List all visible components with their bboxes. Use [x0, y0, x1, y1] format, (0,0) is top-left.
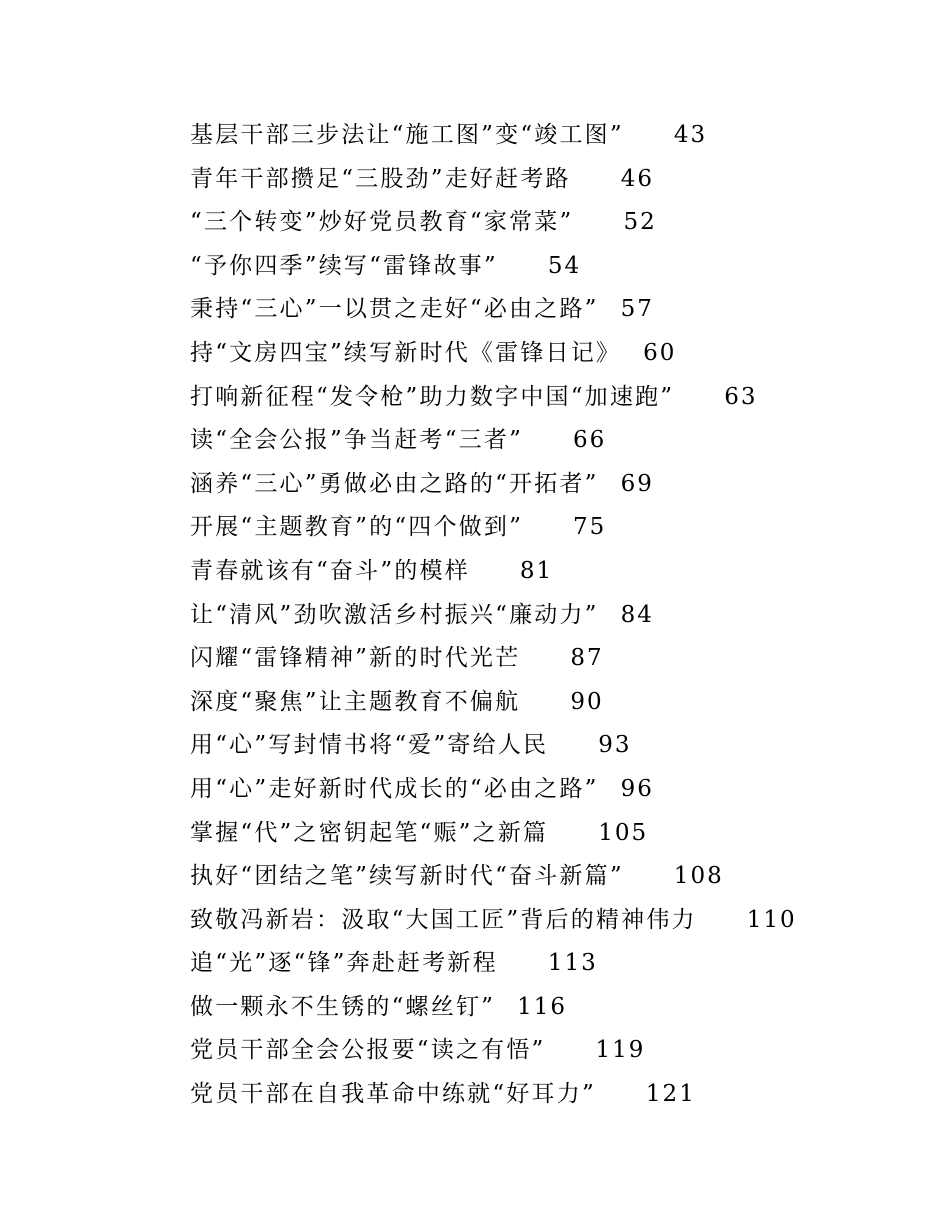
toc-entry — [190, 812, 870, 856]
toc-entry-title: 基层干部三步法让“施工图”变“竣工图” — [190, 122, 624, 148]
toc-entry-page: 66 — [573, 427, 607, 454]
toc-entry — [190, 768, 870, 812]
toc-entry-title: 青年干部攒足“三股劲”走好赶考路 — [190, 165, 571, 192]
toc-entry-title: 追“光”逐“锋”奔赴赶考新程 — [190, 950, 498, 977]
toc-entry-title: “予你四季”续写“雷锋故事” — [190, 252, 498, 279]
toc-entry — [190, 899, 870, 943]
toc-entry-page: 108 — [673, 863, 724, 890]
toc-entry-page: 57 — [620, 296, 654, 323]
table-of-contents — [190, 114, 870, 1117]
toc-entry-page: 110 — [746, 906, 797, 933]
toc-entry — [190, 288, 870, 332]
toc-entry-title: 秉持“三心”一以贯之走好“必由之路” — [190, 296, 599, 323]
toc-entry — [190, 245, 870, 289]
toc-entry-page: 52 — [623, 209, 657, 236]
toc-entry — [190, 637, 870, 681]
toc-entry — [190, 550, 870, 594]
toc-entry — [190, 114, 870, 158]
toc-entry — [190, 419, 870, 463]
toc-entry-page: 60 — [643, 339, 677, 366]
toc-entry — [190, 1073, 870, 1117]
toc-entry-title: 持“文房四宝”续写新时代《雷锋日记》 — [190, 339, 622, 366]
toc-entry-page: 113 — [547, 950, 598, 977]
toc-entry-title: 打响新征程“发令枪”助力数字中国“加速跑” — [190, 383, 675, 410]
toc-entry-title: 用“心”写封情书将“爱”寄给人民 — [190, 732, 549, 759]
toc-entry-title: 开展“主题教育”的“四个做到” — [190, 514, 524, 541]
toc-entry-page: 63 — [724, 383, 758, 410]
toc-entry — [190, 681, 870, 725]
toc-entry-page: 75 — [573, 514, 607, 541]
toc-entry-title: 执好“团结之笔”续写新时代“奋斗新篇” — [190, 863, 624, 890]
toc-entry-page: 54 — [547, 252, 582, 279]
toc-entry-title: “三个转变”炒好党员教育“家常菜” — [190, 209, 574, 236]
toc-entry — [190, 594, 870, 638]
toc-entry-page: 96 — [620, 775, 654, 802]
toc-entry — [190, 506, 870, 550]
toc-entry-title: 让“清风”劲吹激活乡村振兴“廉动力” — [190, 601, 599, 628]
toc-entry-title: 涵养“三心”勇做必由之路的“开拓者” — [190, 470, 599, 497]
toc-entry-title: 闪耀“雷锋精神”新的时代光芒 — [190, 645, 521, 672]
toc-entry-title: 用“心”走好新时代成长的“必由之路” — [190, 775, 599, 802]
toc-entry-page: 105 — [598, 819, 649, 846]
toc-entry-page: 46 — [620, 165, 654, 192]
toc-entry — [190, 158, 870, 202]
toc-entry-page: 43 — [673, 122, 708, 148]
toc-entry-title: 致敬冯新岩：汲取“大国工匠”背后的精神伟力 — [190, 906, 697, 933]
toc-entry-title: 党员干部在自我革命中练就“好耳力” — [190, 1081, 596, 1108]
toc-entry-title: 青春就该有“奋斗”的模样 — [190, 557, 470, 584]
toc-entry-page: 121 — [645, 1081, 696, 1108]
toc-entry-page: 69 — [620, 470, 654, 497]
toc-entry — [190, 1029, 870, 1073]
toc-entry — [190, 942, 870, 986]
toc-entry-title: 掌握“代”之密钥起笔“赈”之新篇 — [190, 819, 549, 846]
toc-entry-page: 84 — [620, 601, 654, 628]
toc-entry-page: 87 — [570, 645, 604, 672]
toc-entry-page: 116 — [517, 993, 568, 1020]
toc-entry — [190, 855, 870, 899]
toc-entry — [190, 332, 870, 376]
toc-entry-page: 90 — [570, 688, 604, 715]
toc-entry — [190, 986, 870, 1030]
toc-entry-title: 深度“聚焦”让主题教育不偏航 — [190, 688, 521, 715]
toc-entry — [190, 376, 870, 420]
toc-entry-title: 读“全会公报”争当赶考“三者” — [190, 427, 524, 454]
toc-entry-page: 119 — [595, 1037, 646, 1064]
toc-entry-page: 81 — [519, 557, 554, 584]
toc-entry — [190, 724, 870, 768]
toc-entry-title: 党员干部全会公报要“读之有悟” — [190, 1037, 546, 1064]
toc-entry — [190, 463, 870, 507]
toc-entry-page: 93 — [598, 732, 632, 759]
toc-entry — [190, 201, 870, 245]
toc-entry-title: 做一颗永不生锈的“螺丝钉” — [190, 993, 496, 1020]
